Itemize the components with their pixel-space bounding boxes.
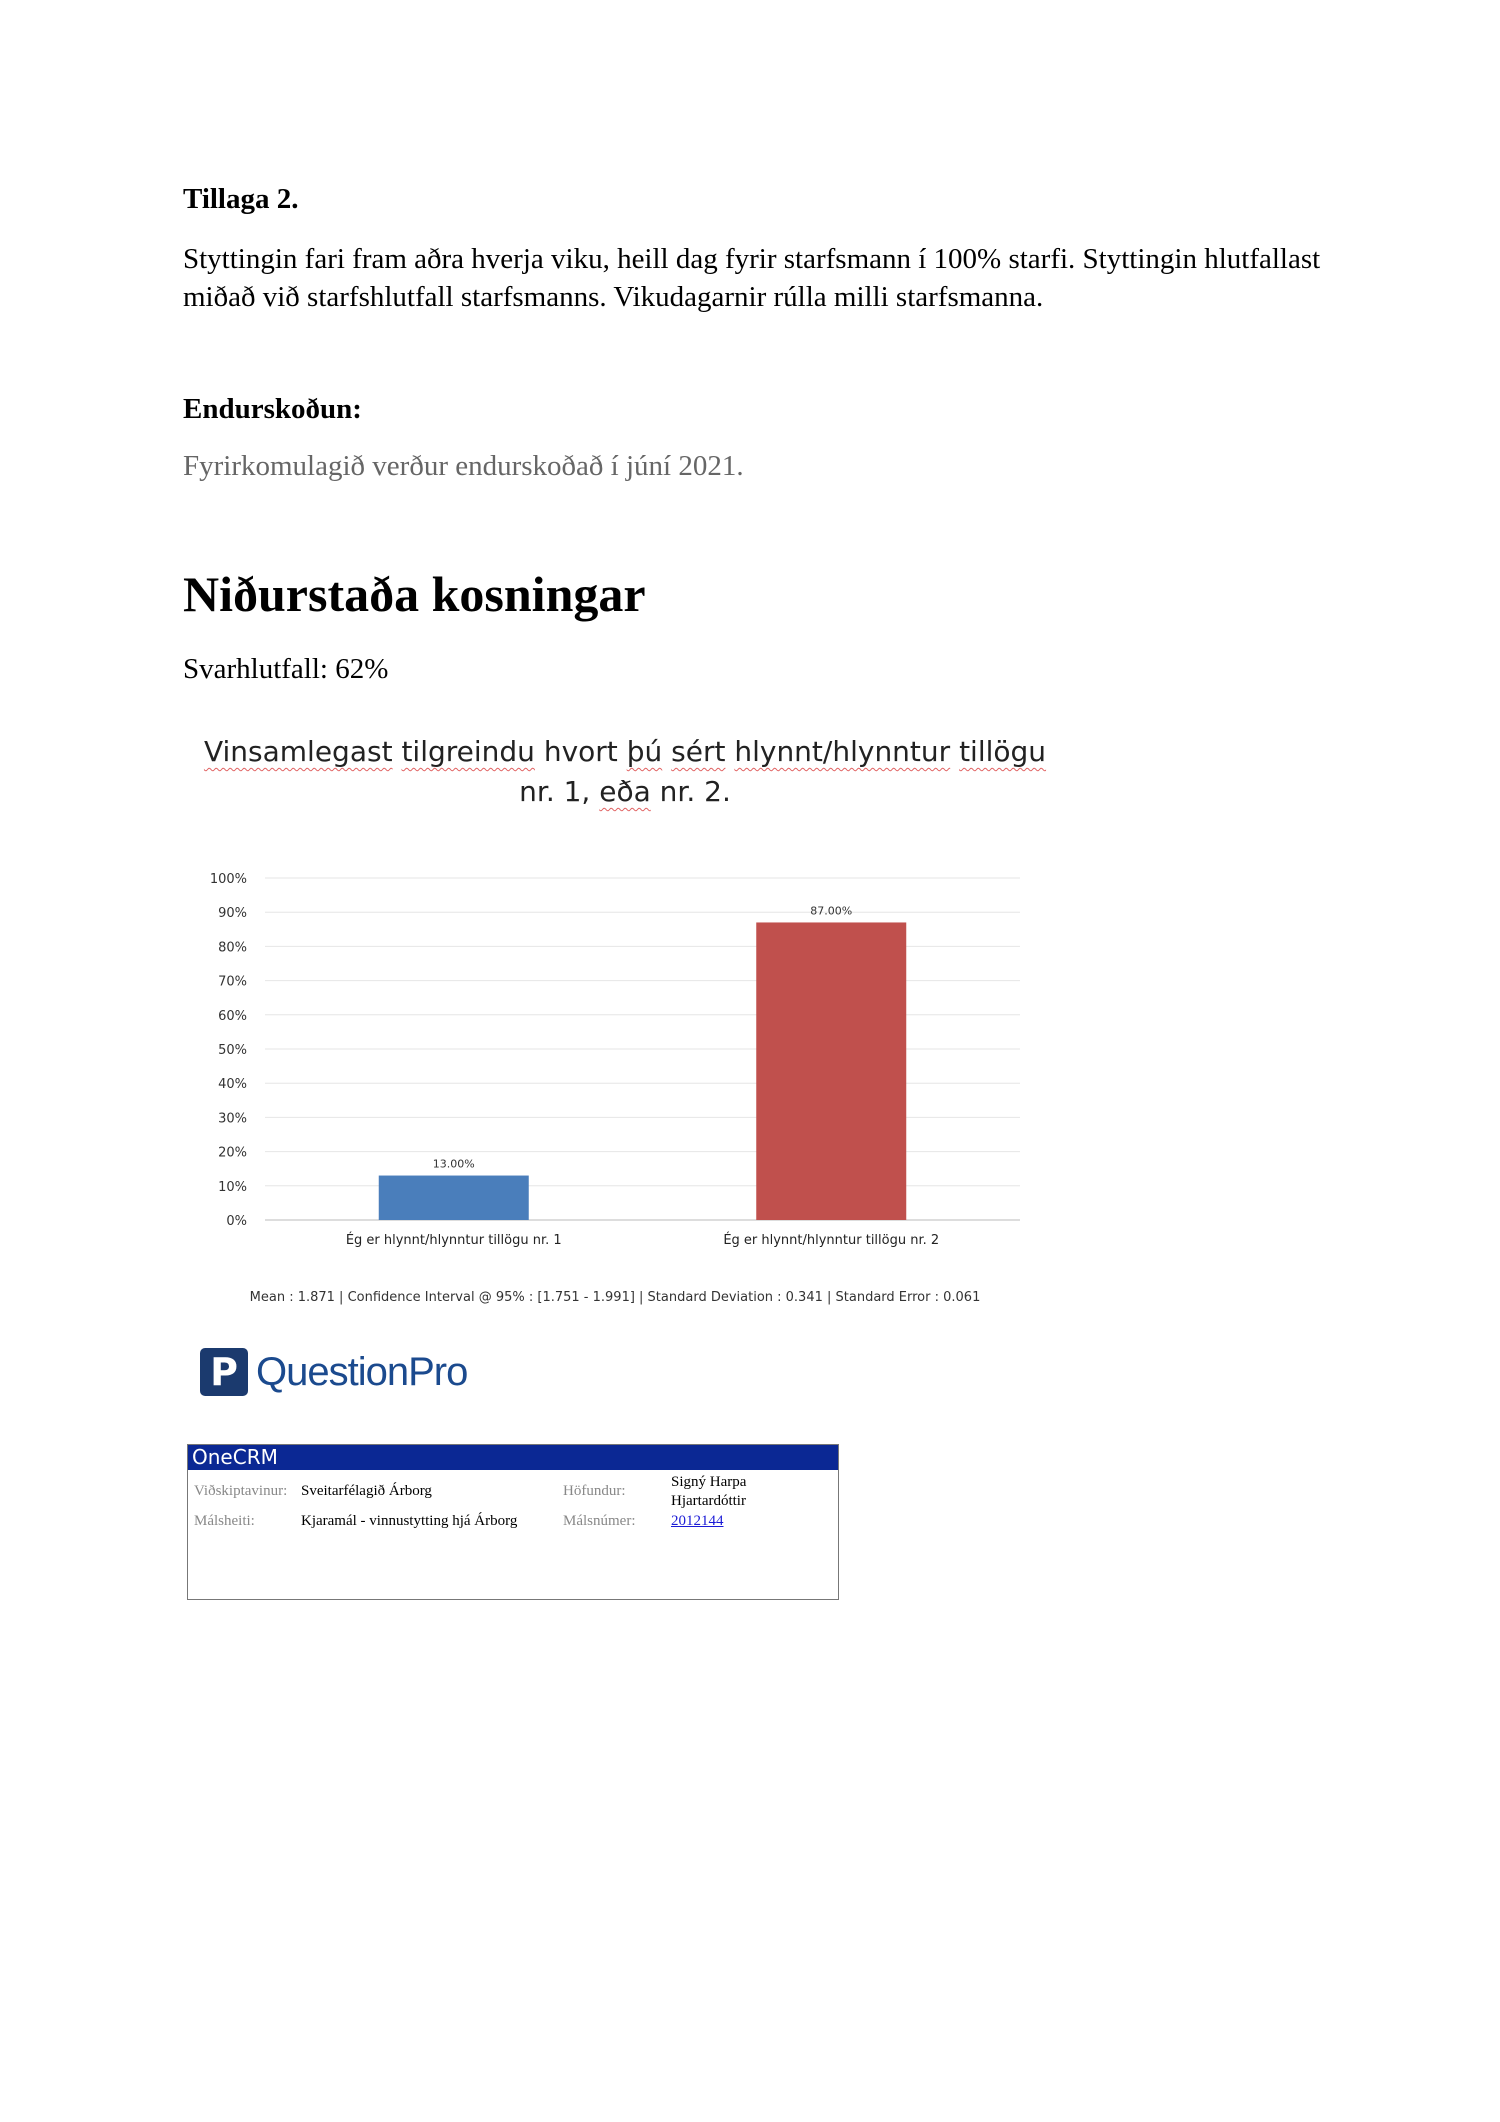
chart-title-word: nr. 1, bbox=[519, 775, 591, 808]
chart-title-word: eða bbox=[599, 775, 651, 808]
questionpro-wordmark: QuestionPro bbox=[256, 1349, 468, 1394]
y-tick-label: 0% bbox=[226, 1214, 247, 1229]
author-label: Höfundur: bbox=[563, 1483, 626, 1499]
y-tick-label: 20% bbox=[218, 1145, 247, 1161]
customer-value: Sveitarfélagið Árborg bbox=[301, 1483, 432, 1499]
customer-label: Viðskiptavinur: bbox=[194, 1483, 288, 1499]
chart-title-word: þú bbox=[626, 735, 663, 768]
author-value-line: Hjartardóttir bbox=[671, 1493, 746, 1509]
y-tick-label: 60% bbox=[218, 1008, 247, 1024]
y-tick-label: 100% bbox=[209, 872, 247, 887]
y-tick-label: 90% bbox=[218, 906, 247, 922]
y-tick-label: 50% bbox=[218, 1043, 247, 1058]
x-category-label: Ég er hlynnt/hlynntur tillögu nr. 1 bbox=[345, 1233, 562, 1248]
subject-value: Kjaramál - vinnustytting hjá Árborg bbox=[301, 1513, 518, 1529]
onecrm-title: OneCRM bbox=[188, 1445, 838, 1470]
y-tick-label: 10% bbox=[218, 1179, 247, 1195]
chart-title bbox=[200, 732, 1050, 812]
bar-chart bbox=[190, 858, 1050, 1268]
chart-title-word: hvort bbox=[543, 735, 618, 768]
onecrm-panel bbox=[187, 1444, 839, 1600]
chart-statistics: Mean : 1.871 | Confidence Interval @ 95% : [1.751 - 1.991] | Standard Deviation : 0.341 | Standard Error : 0.061 bbox=[249, 1290, 981, 1305]
case-number-label: Málsnúmer: bbox=[563, 1513, 636, 1529]
subject-label: Málsheiti: bbox=[194, 1513, 255, 1529]
y-tick-label: 30% bbox=[218, 1111, 247, 1127]
chart-title-word: tillögu bbox=[959, 735, 1047, 768]
x-category-label: Ég er hlynnt/hlynntur tillögu nr. 2 bbox=[723, 1233, 940, 1248]
chart-title-word: nr. 2. bbox=[659, 775, 731, 808]
bar-value-label: 13.00% bbox=[432, 1157, 475, 1171]
y-tick-label: 70% bbox=[218, 974, 247, 990]
questionpro-icon: P bbox=[200, 1348, 248, 1396]
proposal-heading: Tillaga 2. bbox=[183, 183, 299, 215]
bar-value-label: 87.00% bbox=[810, 904, 853, 918]
proposal-paragraph: Styttingin fari fram aðra hverja viku, heill dag fyrir starfsmann í 100% starfi. Styttingin hlutfallast miðað við starfshlutfall starfsmanns. Vikudagarnir rúlla milli starfsmanna. bbox=[183, 243, 1321, 313]
y-tick-label: 40% bbox=[218, 1077, 247, 1093]
questionpro-logo bbox=[200, 1348, 467, 1396]
result-title: Niðurstaða kosningar bbox=[183, 566, 646, 622]
review-heading: Endurskoðun: bbox=[183, 393, 362, 425]
chart-title-word: Vinsamlegast bbox=[203, 735, 393, 768]
bar bbox=[379, 1176, 529, 1220]
chart-title-word: sért bbox=[671, 735, 726, 768]
bar bbox=[756, 922, 906, 1220]
author-value bbox=[671, 1473, 746, 1511]
chart-title-word: hlynnt/hlynntur bbox=[734, 735, 951, 768]
review-text: Fyrirkomulagið verður endurskoðað í júní 2021. bbox=[183, 450, 744, 482]
y-tick-label: 80% bbox=[218, 940, 247, 956]
case-number-link[interactable]: 2012144 bbox=[671, 1513, 724, 1529]
response-rate: Svarhlutfall: 62% bbox=[183, 653, 389, 685]
chart-title-word: tilgreindu bbox=[401, 735, 535, 768]
author-value-line: Signý Harpa bbox=[671, 1474, 747, 1490]
